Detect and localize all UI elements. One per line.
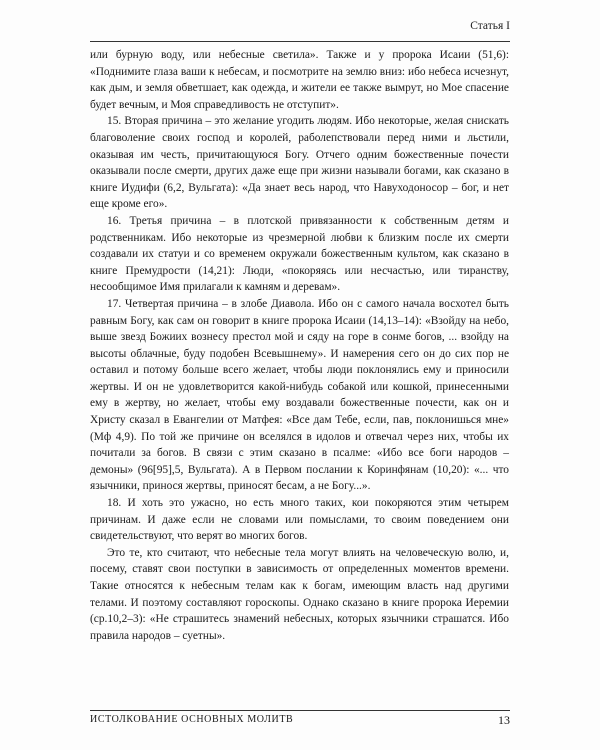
- running-head: Статья I: [470, 20, 510, 32]
- paragraph-15: 15. Вторая причина – это желание угодить людям. Ибо некоторые, желая снискать благоволение своих господ и королей, раболепствовали перед ними и льстили, оказывая им честь, причитающуюся Богу. Отчего одним божественные почести оказывали после смерти, других даже еще при жизни называли богами, как сказано в книге Иудифи (6,2, Вульгата): «Да знает весь народ, что Навуходоносор – бог, и нет еще кроме его».: [90, 115, 509, 211]
- paragraph-17: 17. Четвертая причина – в злобе Диавола. Ибо он с самого начала восхотел быть равным Богу, как сам он говорит в книге пророка Исаии (14,13–14): «Взойду на небо, выше звезд Божиих вознесу престол мой и сяду на горе в сонме богов, ... взойду на высоты облачные, буду подобен Всевышнему». И намерения сего он до сих пор не оставил и потому больше всего желает, чтобы люди поклонялись ему и приносили жертвы. И он не удовлетворится какой-нибудь собакой или кошкой, принесенными ему в жертву, но желает, чтобы ему воздавали божественные почести, как он и Христу сказал в Евангелии от Матфея: «Все дам Тебе, если, пав, поклонишься мне» (Мф 4,9). По той же причине он вселялся в идолов и отвечал через них, чтобы их почитали за богов. В связи с этим сказано в псалме: «Ибо все боги народов – демоны» (96[95],5, Вульгата). А в Первом послании к Коринфянам (10,20): «... что язычники, принося жертвы, приносят бесам, а не Богу...».: [90, 297, 509, 493]
- body-text: [90, 47, 509, 644]
- page-number: 13: [498, 713, 510, 727]
- footer-rule: [90, 710, 510, 711]
- paragraph-18: 18. И хоть это ужасно, но есть много таких, кои покоряются этим четырем причинам. И даже если не словами или помыслами, то своим поведением они свидетельствуют, что верят во многих богов.: [90, 497, 509, 543]
- paragraph-continuation: или бурную воду, или небесные светила». Также и у пророка Исаии (51,6): «Поднимите глаза ваши к небесам, и посмотрите на землю вниз: ибо небеса исчезнут, как дым, и земля обветшает, как одежда, и жители ее также вымрут, но Мое спасение будет вечным, и Моя справедливость не отступит».: [90, 49, 509, 111]
- header-rule: [90, 41, 510, 42]
- footer-book-title: ИСТОЛКОВАНИЕ ОСНОВНЫХ МОЛИТВ: [90, 714, 294, 725]
- paragraph-16: 16. Третья причина – в плотской привязанности к собственным детям и родственникам. Ибо некоторые из чрезмерной любви к близким после их смерти создавали их статуи и со временем окружали божественным культом, как сказано в книге Премудрости (14,21): Люди, «покоряясь или несчастью, или тиранству, несообщимое Имя прилагали к камням и деревам».: [90, 214, 509, 294]
- paragraph-horoscopes: Это те, кто считают, что небесные тела могут влиять на человеческую волю, и, посему, ставят свои поступки в зависимость от определенных моментов времени. Такие относятся к небесным телам как к богам, имеющим власть над другими телами. И поэтому составляют гороскопы. Однако сказано в книге пророка Иеремии (ср.10,2–3): «Не страшитесь знамений небесных, которых язычники страшатся. Ибо правила народов – суетны».: [90, 546, 509, 642]
